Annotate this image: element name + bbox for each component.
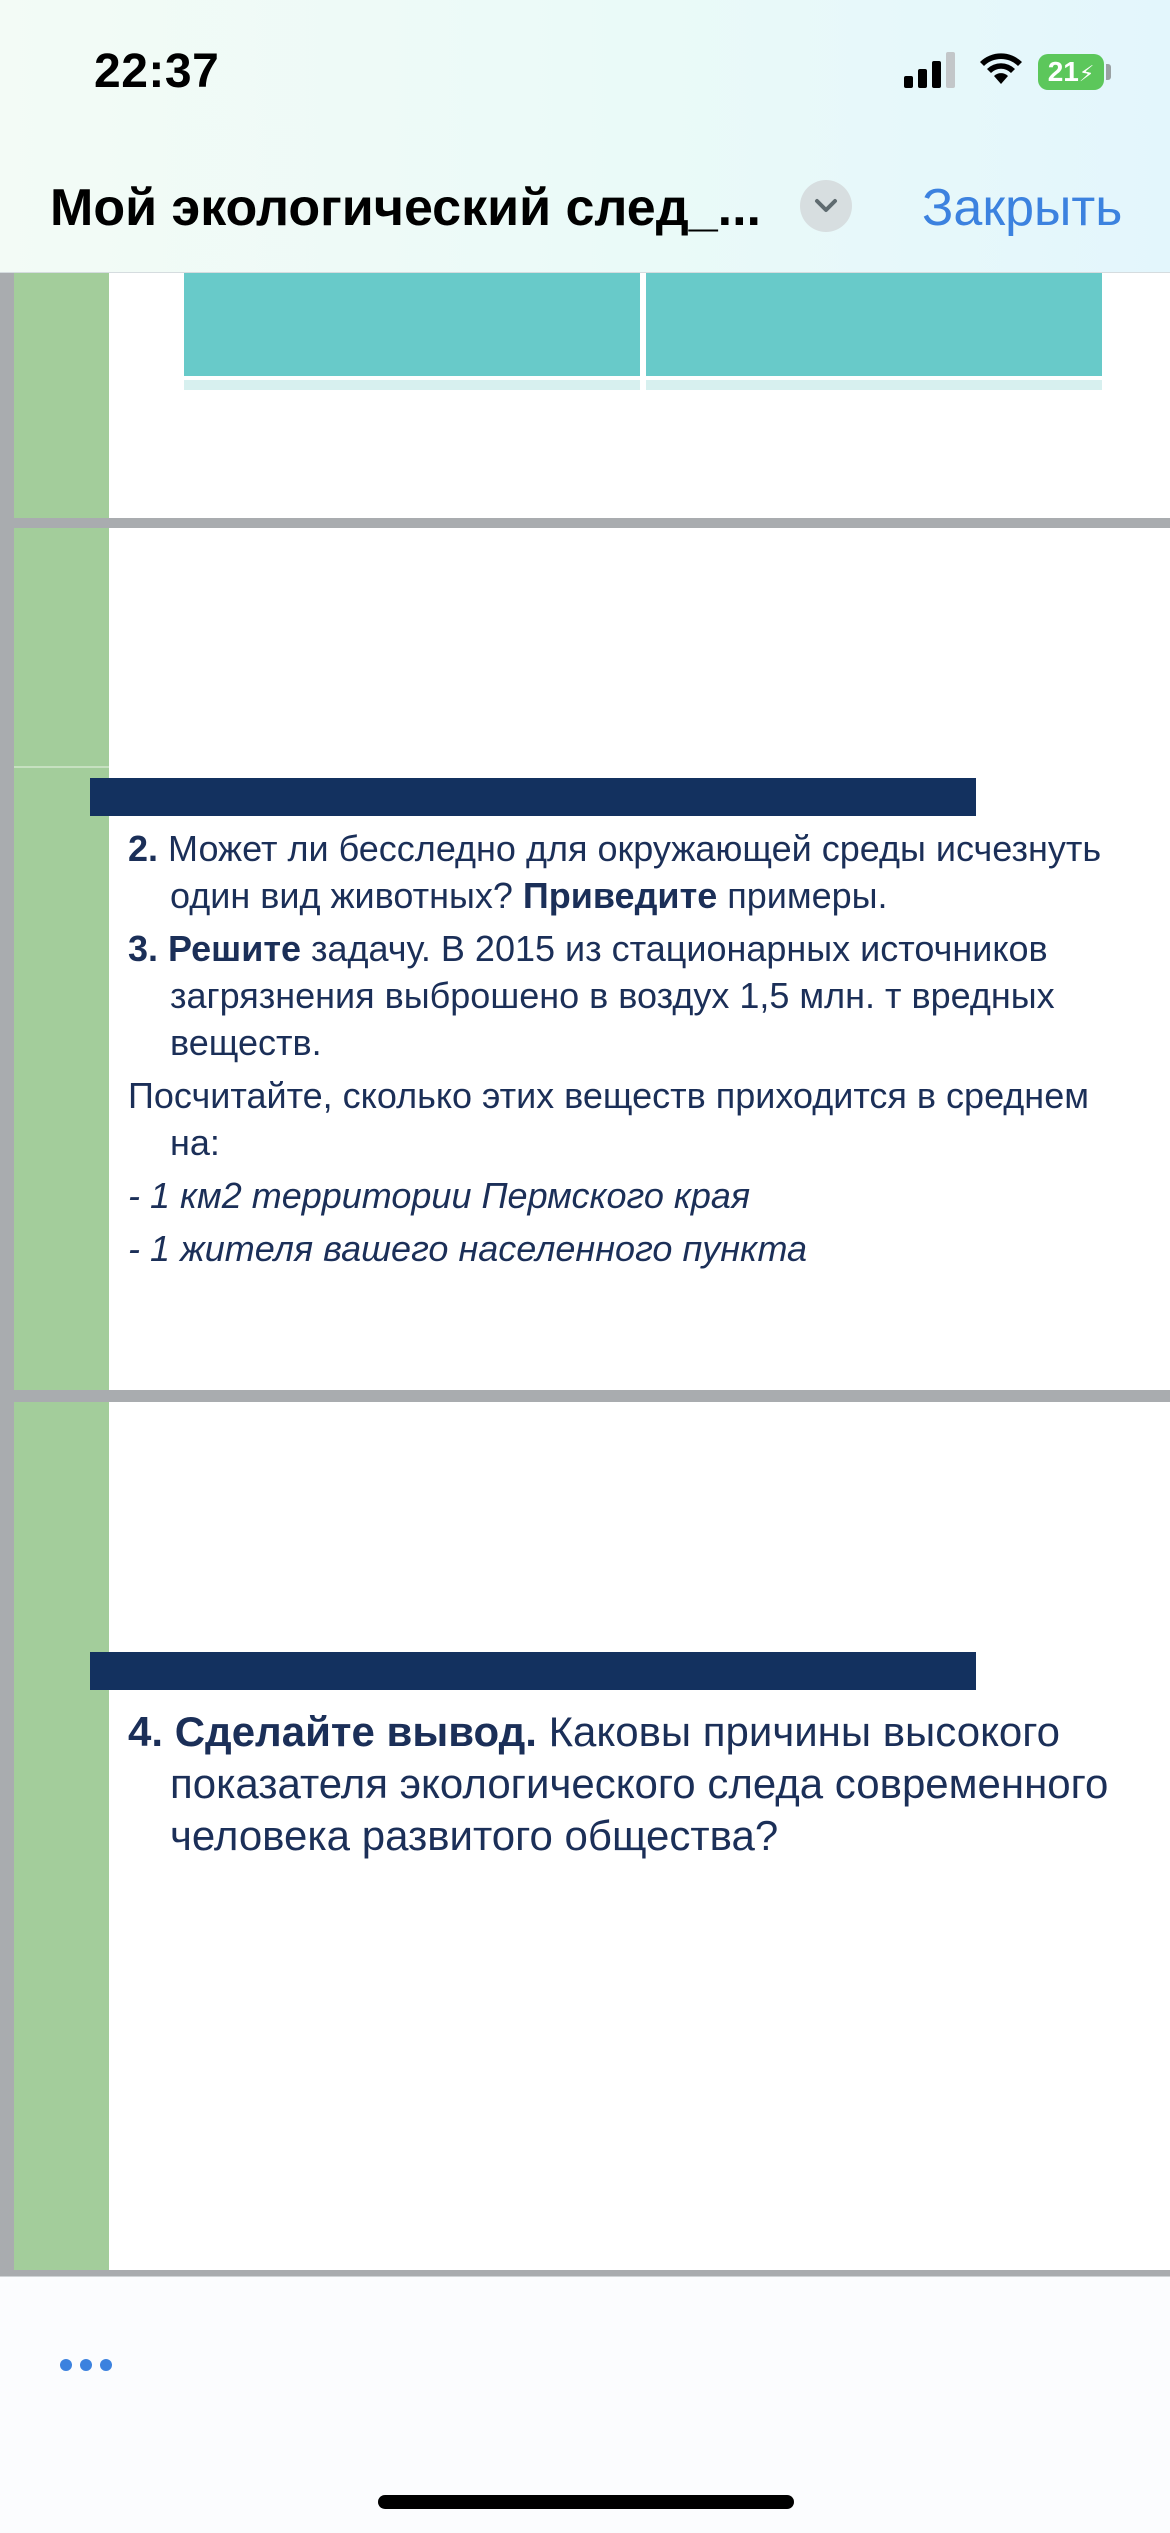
battery-level: 21 bbox=[1047, 56, 1079, 87]
question-text: Может ли бесследно для окружающей среды исчезнуть один вид животных? bbox=[168, 828, 1102, 916]
document-title[interactable]: Мой экологический след_... bbox=[50, 179, 761, 237]
slide-question-4 bbox=[14, 1402, 1170, 2270]
question-number: 4. bbox=[128, 1708, 164, 1755]
slide-header-bar bbox=[90, 1652, 976, 1690]
more-dot bbox=[80, 2359, 92, 2371]
slide-bar-divider bbox=[14, 766, 109, 768]
title-menu-button[interactable] bbox=[800, 180, 852, 232]
document-viewer[interactable] bbox=[0, 272, 1170, 2276]
dash-item: - 1 жителя вашего населенного пункта bbox=[128, 1228, 808, 1269]
question-number: 3. bbox=[128, 928, 159, 969]
slide-text bbox=[128, 825, 1118, 1278]
table-row-strip bbox=[646, 380, 1102, 390]
slide-table-fragment bbox=[14, 272, 1170, 518]
question-text-tail: примеры. bbox=[727, 875, 888, 916]
question-3 bbox=[128, 925, 1118, 1066]
question-emphasis: Решите bbox=[168, 928, 301, 969]
table-cell bbox=[184, 272, 640, 376]
question-text: Каковы причины высокого показателя экологического следа современного человека развитого общества? bbox=[170, 1708, 1109, 1859]
slide-header-bar bbox=[90, 778, 976, 816]
question-emphasis: Сделайте вывод. bbox=[174, 1708, 537, 1755]
status-time: 22:37 bbox=[94, 45, 220, 98]
wifi-icon bbox=[978, 50, 1024, 86]
battery-tip bbox=[1106, 64, 1111, 80]
bottom-toolbar bbox=[0, 2276, 1170, 2533]
slide-green-bar bbox=[14, 272, 109, 518]
question-number: 2. bbox=[128, 828, 159, 869]
more-dot bbox=[60, 2359, 72, 2371]
table-cell bbox=[646, 272, 1102, 376]
slide-questions-2-3 bbox=[14, 528, 1170, 1390]
question-text: задачу. В 2015 из стационарных источников загрязнения выброшено в воздух 1,5 млн. т вредных веществ. bbox=[170, 928, 1055, 1063]
slide-green-bar bbox=[14, 1402, 109, 2270]
battery-icon: 21⚡ bbox=[1038, 54, 1104, 90]
question-emphasis: Приведите bbox=[522, 875, 718, 916]
question-2 bbox=[128, 825, 1118, 919]
close-button[interactable]: Закрыть bbox=[922, 179, 1123, 237]
home-indicator[interactable] bbox=[378, 2495, 794, 2509]
cellular-signal-icon bbox=[904, 52, 958, 88]
slide-green-bar bbox=[14, 528, 109, 1390]
top-bar bbox=[0, 0, 1170, 273]
more-options-button[interactable] bbox=[60, 2349, 120, 2379]
dash-item: - 1 км2 территории Пермского края bbox=[128, 1175, 751, 1216]
chevron-down-icon bbox=[800, 180, 852, 232]
question-4 bbox=[128, 1706, 1118, 1862]
more-dot bbox=[100, 2359, 112, 2371]
slide-text bbox=[128, 1706, 1118, 1868]
table-row-strip bbox=[184, 380, 640, 390]
calc-intro: Посчитайте, сколько этих веществ приходится в среднем на: bbox=[128, 1075, 1089, 1163]
